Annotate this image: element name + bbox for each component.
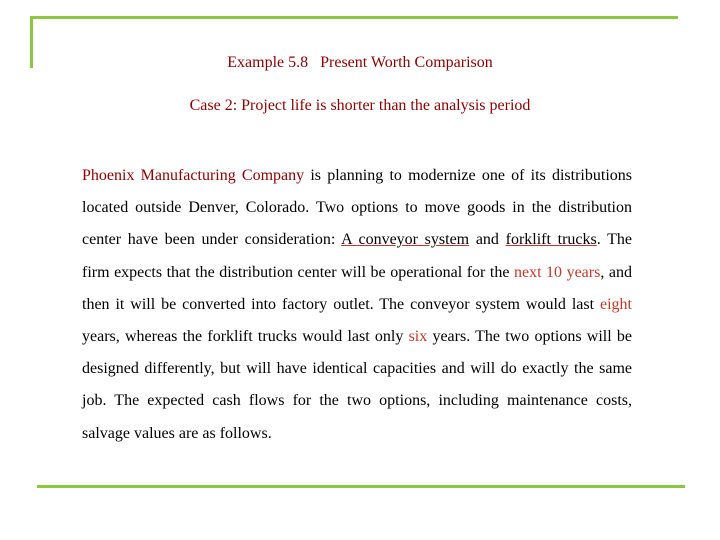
text-segment-1: is planning to modernize one of its distributions located outside Denver, Colorado. Two options to move goods in the distribution center have been under consideration:: [82, 167, 632, 249]
text-segment-2: and: [469, 231, 506, 249]
option-b-forklift: forklift trucks: [505, 231, 597, 249]
problem-statement: [82, 160, 632, 450]
text-segment-4: , and then it will be converted into factory outlet. The conveyor system would last: [82, 263, 632, 313]
analysis-period: next 10 years: [513, 263, 601, 281]
bottom-border-rule: [37, 485, 685, 488]
slide-subtitle: Case 2: Project life is shorter than the analysis period: [189, 97, 531, 114]
text-segment-5: years, whereas the forklift trucks would last only: [82, 328, 409, 346]
slide-title: Example 5.8 Present Worth Comparison: [227, 54, 493, 71]
text-segment-3: . The firm expects that the distribution center will be operational for the: [82, 231, 633, 281]
option-a-conveyor: A conveyor system: [341, 231, 470, 249]
top-border-rule: [30, 16, 678, 19]
text-segment-6: years. The two options will be designed differently, but will have identical capacities and will do exactly the same job. The expected cash flows for the two options, including maintenance costs, salvage values are as follows.: [82, 328, 632, 442]
conveyor-life: eight: [600, 295, 632, 313]
company-name: Phoenix Manufacturing Company: [82, 167, 305, 184]
forklift-life: six: [408, 328, 428, 346]
